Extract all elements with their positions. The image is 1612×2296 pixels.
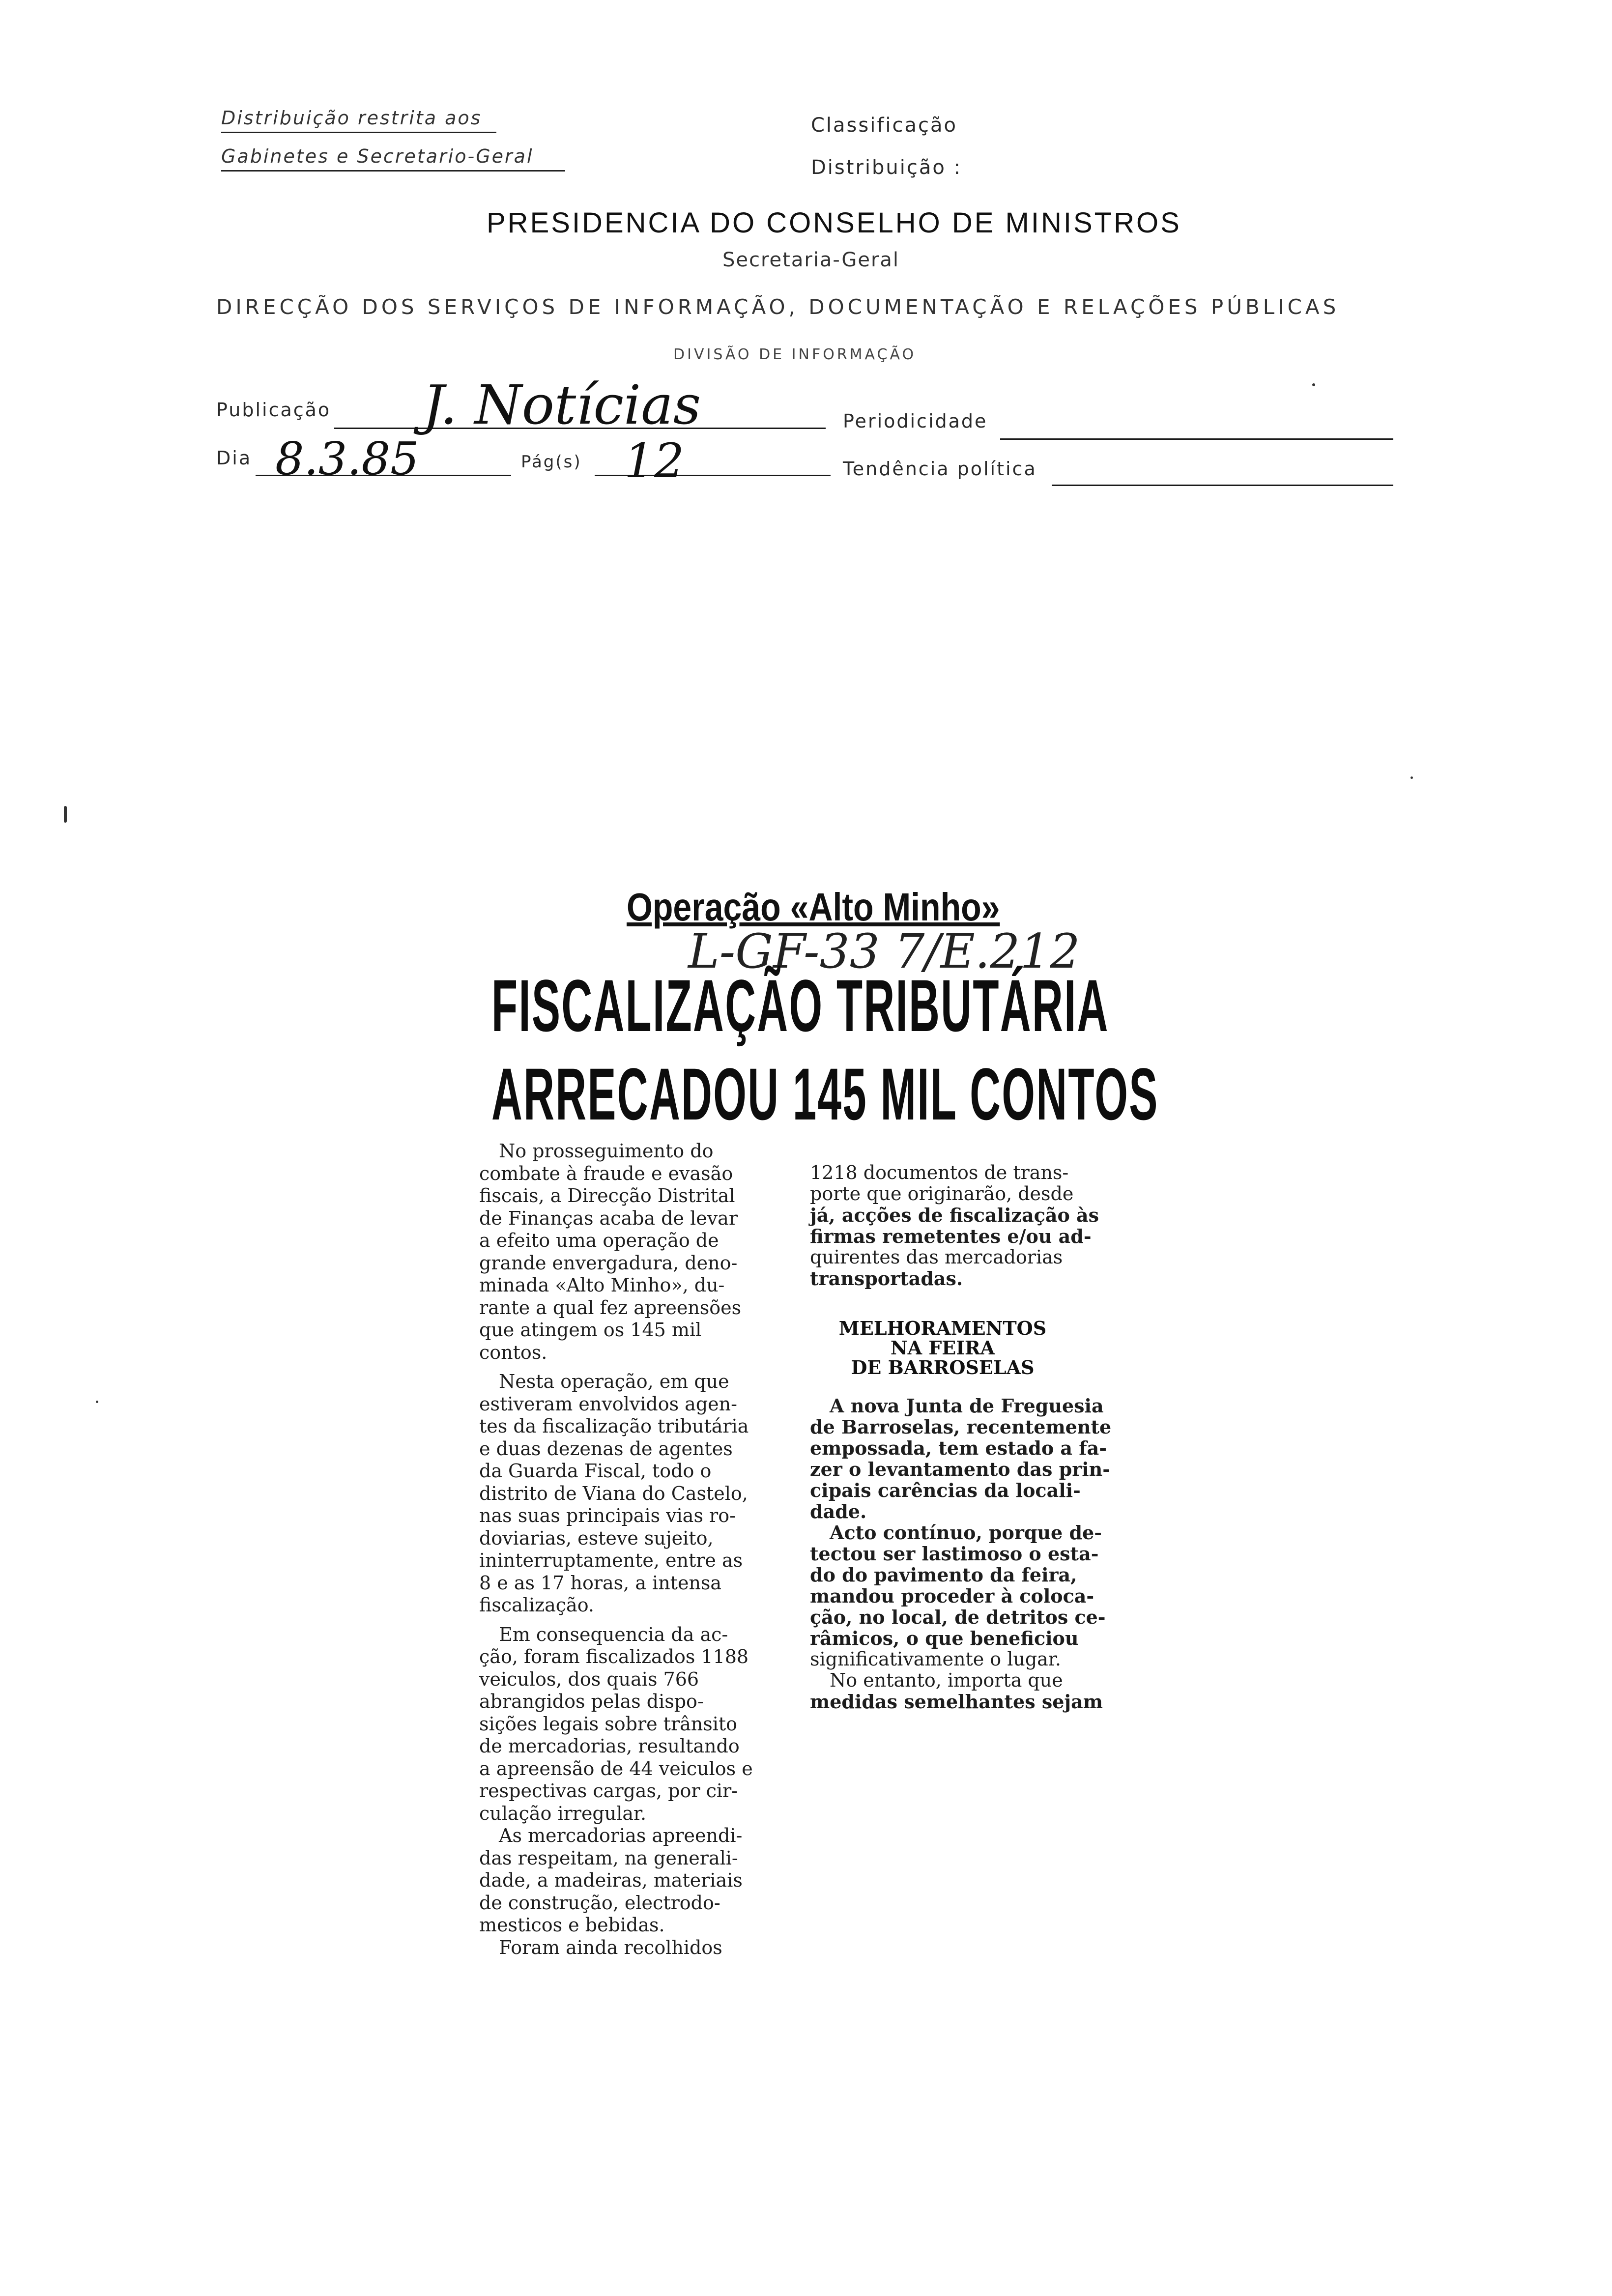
page-title: PRESIDENCIA DO CONSELHO DE MINISTROS bbox=[487, 207, 1181, 239]
column1-line: doviarias, esteve sujeito, bbox=[479, 1527, 714, 1549]
column1-line: dade, a madeiras, materiais bbox=[479, 1869, 743, 1891]
distribution-label: Distribuição : bbox=[811, 156, 962, 179]
column1-line: Nesta operação, em que bbox=[499, 1371, 729, 1392]
column2-line: A nova Junta de Freguesia bbox=[830, 1395, 1104, 1417]
column1-line: combate à fraude e evasão bbox=[479, 1162, 733, 1184]
column1-line: ininterruptamente, entre as bbox=[479, 1550, 743, 1571]
column1-line: de construção, electrodo- bbox=[479, 1892, 720, 1914]
column2-line: quirentes das mercadorias bbox=[810, 1246, 1063, 1268]
column2-line: No entanto, importa que bbox=[830, 1669, 1063, 1691]
column1-line: sições legais sobre trânsito bbox=[479, 1713, 738, 1735]
subhead-melhoramentos bbox=[810, 1319, 1075, 1378]
column1-line: veiculos, dos quais 766 bbox=[479, 1668, 699, 1690]
column2-line: Acto contínuo, porque de- bbox=[830, 1521, 1102, 1544]
distribution-underline-1 bbox=[221, 132, 496, 133]
clipping-kicker: Operação «Alto Minho» bbox=[627, 885, 1000, 929]
column2-line: mandou proceder à coloca- bbox=[810, 1585, 1094, 1607]
column2-line: râmicos, o que beneficiou bbox=[810, 1627, 1079, 1649]
column1-line: fiscais, a Direcção Distrital bbox=[479, 1185, 735, 1206]
column1-line: distrito de Viana do Castelo, bbox=[479, 1482, 748, 1504]
subhead-line: MELHORAMENTOS bbox=[838, 1317, 1047, 1339]
column2-line: empossada, tem estado a fa- bbox=[810, 1437, 1107, 1459]
column1-line: respectivas cargas, por cir- bbox=[479, 1780, 738, 1802]
distribution-note-line2: Gabinetes e Secretario-Geral bbox=[221, 145, 534, 167]
column2-line: medidas semelhantes sejam bbox=[810, 1691, 1103, 1713]
directorate-line: DIRECÇÃO DOS SERVIÇOS DE INFORMAÇÃO, DOCUMENTAÇÃO E RELAÇÕES PÚBLICAS bbox=[216, 295, 1340, 319]
column1-line: abrangidos pelas dispo- bbox=[479, 1691, 704, 1712]
column2-line: do do pavimento da feira, bbox=[810, 1564, 1077, 1586]
column1-line: ção, foram fiscalizados 1188 bbox=[479, 1646, 749, 1667]
column1-line: As mercadorias apreendi- bbox=[499, 1825, 743, 1846]
column1-line: grande envergadura, deno- bbox=[479, 1252, 738, 1274]
stray-mark bbox=[1410, 776, 1413, 779]
political-tendency-field-line bbox=[1052, 485, 1393, 486]
classification-label: Classificação bbox=[811, 114, 958, 137]
article-column-1 bbox=[479, 1140, 794, 1959]
column2-line: 1218 documentos de trans- bbox=[810, 1162, 1069, 1183]
subhead-line: NA FEIRA bbox=[890, 1337, 995, 1359]
political-tendency-label: Tendência política bbox=[843, 458, 1037, 480]
column1-line: 8 e as 17 horas, a intensa bbox=[479, 1572, 722, 1594]
article-column-2 bbox=[810, 1162, 1124, 1712]
column2-line: firmas remetentes e/ou ad- bbox=[810, 1225, 1092, 1247]
column2-line: cipais carências da locali- bbox=[810, 1479, 1081, 1501]
stray-mark bbox=[1312, 383, 1315, 386]
distribution-underline-2 bbox=[221, 170, 565, 172]
column1-line: rante a qual fez apreensões bbox=[479, 1296, 742, 1319]
column1-line: nas suas principais vias ro- bbox=[479, 1505, 736, 1526]
column2-line: de Barroselas, recentemente bbox=[810, 1416, 1112, 1438]
column1-line: e duas dezenas de agentes bbox=[479, 1437, 733, 1460]
page-subtitle: Secretaria-Geral bbox=[722, 249, 900, 271]
pages-value: 12 bbox=[624, 433, 685, 488]
column2-line: zer o levantamento das prin- bbox=[810, 1458, 1111, 1480]
column1-line: No prosseguimento do bbox=[499, 1140, 714, 1162]
column1-line: de mercadorias, resultando bbox=[479, 1735, 740, 1757]
periodicity-label: Periodicidade bbox=[843, 410, 988, 432]
subhead-line: DE BARROSELAS bbox=[851, 1356, 1035, 1378]
pages-label: Pág(s) bbox=[521, 452, 582, 472]
column2-line: dade. bbox=[810, 1500, 867, 1522]
column2-line: significativamente o lugar. bbox=[810, 1648, 1061, 1670]
column1-line: de Finanças acaba de levar bbox=[479, 1207, 738, 1229]
stray-mark bbox=[96, 1401, 98, 1403]
column2-line: já, acções de fiscalização às bbox=[810, 1204, 1099, 1226]
column1-line: das respeitam, na generali- bbox=[479, 1847, 738, 1869]
handwritten-reference: L-GF-33 7/E.212 bbox=[688, 924, 1080, 979]
headline-line2: ARRECADOU 145 MIL CONTOS bbox=[491, 1053, 1159, 1135]
publication-label: Publicação bbox=[216, 399, 331, 421]
column1-line: minada «Alto Minho», du- bbox=[479, 1274, 725, 1296]
column1-line: a apreensão de 44 veiculos e bbox=[479, 1757, 753, 1779]
periodicity-field-line bbox=[1000, 438, 1393, 440]
column1-line: estiveram envolvidos agen- bbox=[479, 1393, 737, 1415]
division-line: DIVISÃO DE INFORMAÇÃO bbox=[673, 346, 917, 363]
column1-line: que atingem os 145 mil bbox=[479, 1319, 702, 1341]
column2-line: ção, no local, de detritos ce- bbox=[810, 1606, 1106, 1628]
publication-value: J. Notícias bbox=[423, 373, 701, 436]
stray-mark bbox=[64, 806, 67, 823]
column1-line: fiscalização. bbox=[479, 1594, 594, 1616]
distribution-note-line1: Distribuição restrita aos bbox=[221, 107, 482, 129]
column1-line: a efeito uma operação de bbox=[479, 1230, 719, 1251]
column1-line: Foram ainda recolhidos bbox=[499, 1936, 722, 1958]
day-value: 8.3.85 bbox=[275, 432, 419, 485]
column1-line: Em consequencia da ac- bbox=[499, 1623, 728, 1645]
column2-line: tectou ser lastimoso o esta- bbox=[810, 1543, 1099, 1565]
day-label: Dia bbox=[216, 447, 252, 469]
column1-line: mesticos e bebidas. bbox=[479, 1914, 665, 1936]
column2-line: porte que originarão, desde bbox=[810, 1183, 1074, 1205]
column1-line: culação irregular. bbox=[479, 1802, 647, 1824]
headline-line1: FISCALIZAÇÃO TRIBUTÁRIA bbox=[491, 964, 1109, 1047]
column2-line: transportadas. bbox=[810, 1267, 963, 1290]
column1-line: contos. bbox=[479, 1341, 547, 1363]
column1-line: tes da fiscalização tributária bbox=[479, 1415, 749, 1437]
column1-line: da Guarda Fiscal, todo o bbox=[479, 1460, 712, 1482]
